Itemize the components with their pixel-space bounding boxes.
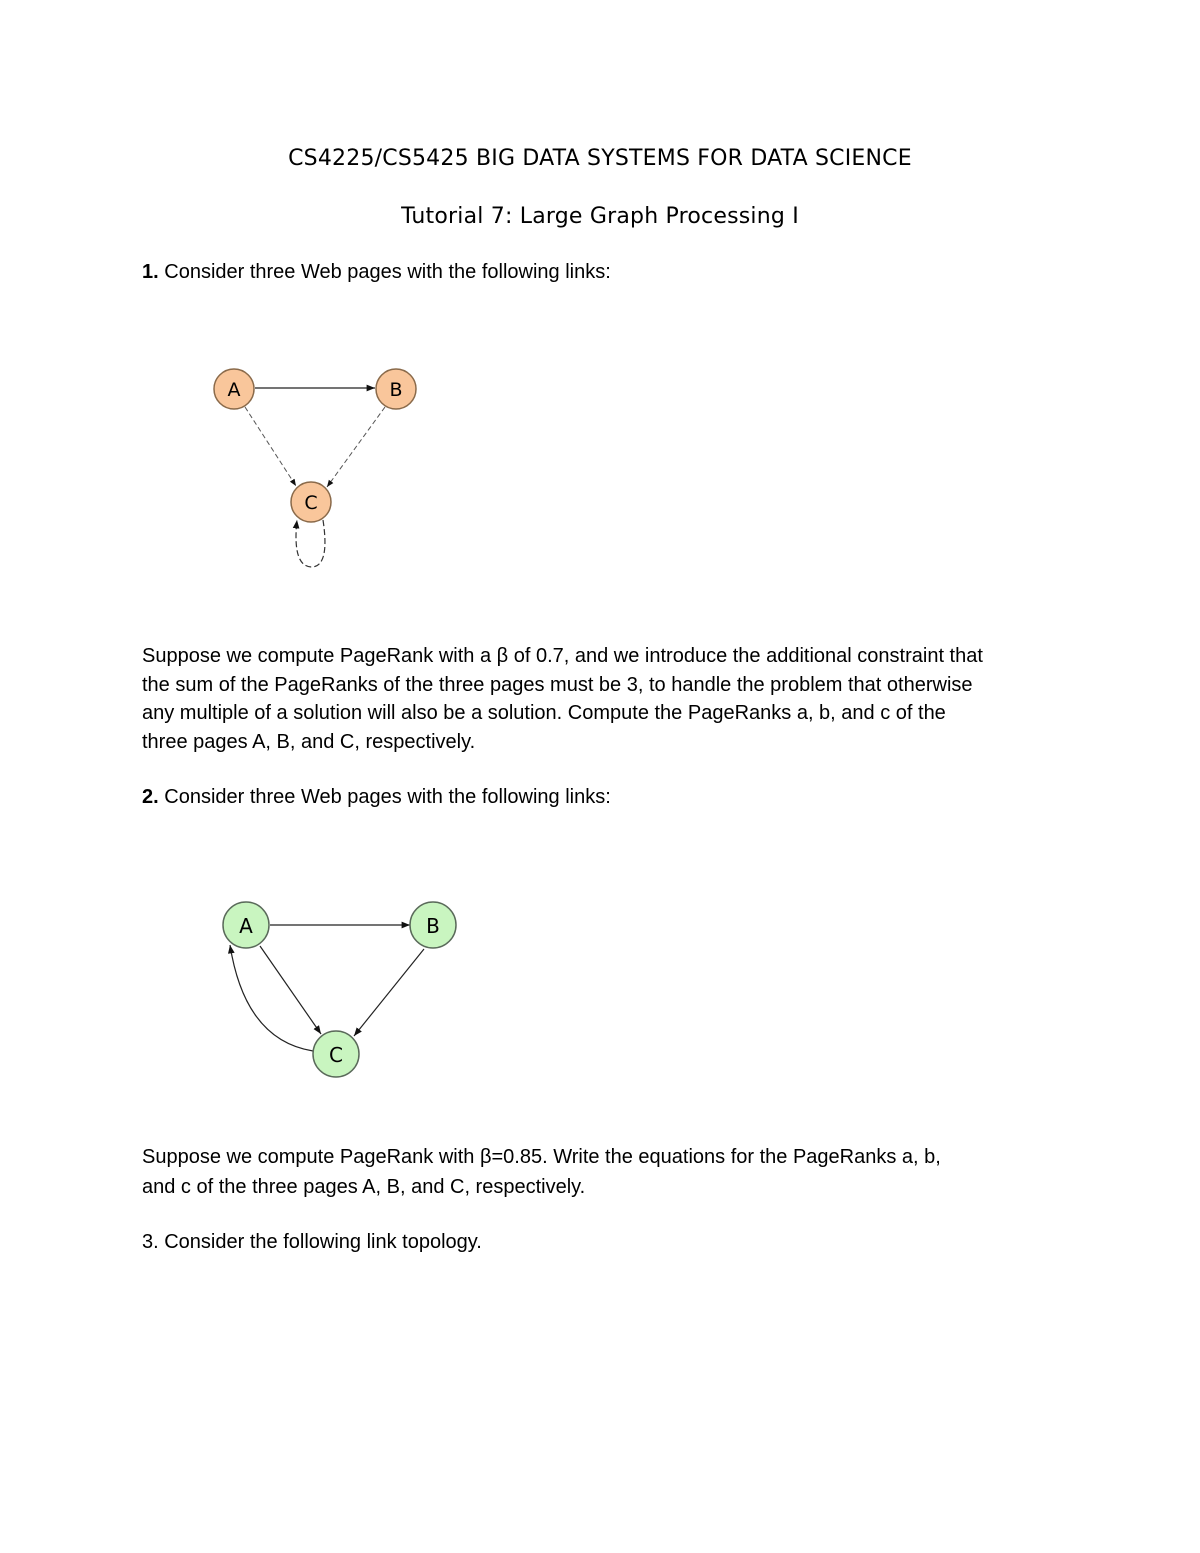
graph-2: [223, 902, 456, 1077]
question-3-prompt: 3. Consider the following link topology.: [142, 1231, 482, 1253]
node-a-2: [223, 902, 269, 948]
node-b-label: B: [389, 379, 403, 401]
question-2-line: and c of the three pages A, B, and C, respectively.: [142, 1176, 586, 1198]
question-2-text: [142, 1142, 1072, 1202]
node-a-label: A: [227, 379, 241, 401]
tutorial-title: Tutorial 7: Large Graph Processing I: [401, 204, 799, 229]
question-2-line: Suppose we compute PageRank with β=0.85. Write the equations for the PageRanks a, b,: [142, 1146, 941, 1168]
question-2-prompt: [142, 783, 611, 812]
question-2-number: 2.: [142, 786, 159, 808]
node-c: [291, 482, 331, 522]
question-1-line: any multiple of a solution will also be a solution. Compute the PageRanks a, b, and c of the: [142, 702, 946, 724]
node-c-2-label: C: [329, 1043, 343, 1067]
node-c-label: C: [304, 492, 318, 514]
edge-a-c-2: [260, 946, 321, 1034]
question-1-prompt-text: Consider three Web pages with the following links:: [164, 261, 611, 283]
question-1-line: three pages A, B, and C, respectively.: [142, 730, 476, 753]
node-c-2: [313, 1031, 359, 1077]
node-b-2: [410, 902, 456, 948]
node-b: [376, 369, 416, 409]
edge-b-c-2: [354, 949, 424, 1036]
node-a: [214, 369, 254, 409]
question-1-line: Suppose we compute PageRank with a β of 0.7, and we introduce the additional constraint that: [142, 645, 983, 667]
question-1-number: 1.: [142, 261, 159, 283]
node-b-2-label: B: [426, 914, 440, 938]
course-title: CS4225/CS5425 BIG DATA SYSTEMS FOR DATA SCIENCE: [288, 146, 912, 171]
node-a-2-label: A: [239, 914, 253, 938]
question-1-text: [142, 642, 1072, 756]
edge-b-c: [327, 407, 385, 487]
question-1-line: the sum of the PageRanks of the three pages must be 3, to handle the problem that otherwise: [142, 673, 973, 696]
question-2-prompt-text: Consider three Web pages with the following links:: [164, 786, 611, 808]
graph-1: [214, 369, 416, 567]
edge-a-c: [245, 407, 296, 486]
edge-c-c-loop: [296, 520, 325, 567]
edge-c-a-2: [230, 945, 313, 1051]
